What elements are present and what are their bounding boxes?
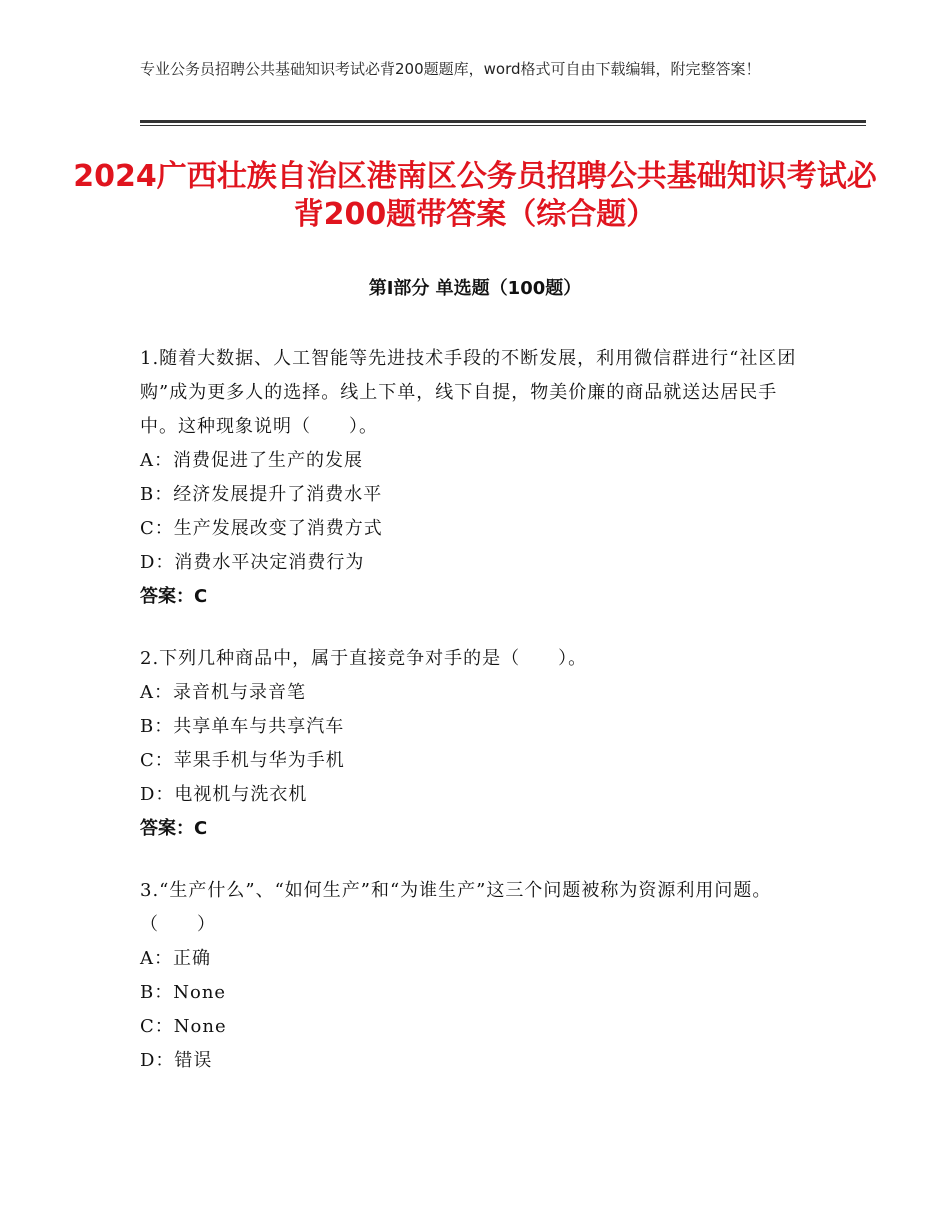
question-3 <box>140 874 800 1078</box>
option-a: A：录音机与录音笔 <box>140 682 306 703</box>
answer: 答案：C <box>140 818 208 839</box>
section-title: 第Ⅰ部分 单选题（100题） <box>368 278 582 299</box>
option-a: A：正确 <box>140 948 211 969</box>
answer: 答案：C <box>140 586 208 607</box>
header-divider-thick <box>140 120 866 123</box>
question-stem: 2.下列几种商品中，属于直接竞争对手的是（ ）。 <box>140 648 588 669</box>
option-c: C：苹果手机与华为手机 <box>140 750 345 771</box>
option-d: D：错误 <box>140 1050 213 1071</box>
question-2 <box>140 642 800 846</box>
question-stem: 1.随着大数据、人工智能等先进技术手段的不断发展，利用微信群进行“社区团购”成为更多人的选择。线上下单，线下自提，物美价廉的商品就送达居民手中。这种现象说明（ ）。 <box>140 348 797 437</box>
question-stem: 3.“生产什么”、“如何生产”和“为谁生产”这三个问题被称为资源利用问题。（ ） <box>140 880 772 935</box>
option-c: C：None <box>140 1016 227 1037</box>
header-note: 专业公务员招聘公共基础知识考试必背200题题库，word格式可自由下载编辑，附完整答案！ <box>140 60 761 78</box>
document-title: 2024广西壮族自治区港南区公务员招聘公共基础知识考试必背200题带答案（综合题） <box>73 159 877 232</box>
question-1 <box>140 342 800 614</box>
option-a: A：消费促进了生产的发展 <box>140 450 363 471</box>
option-b: B：None <box>140 982 227 1003</box>
option-d: D：消费水平决定消费行为 <box>140 552 365 573</box>
option-c: C：生产发展改变了消费方式 <box>140 518 383 539</box>
question-list <box>140 342 800 1106</box>
option-d: D：电视机与洗衣机 <box>140 784 308 805</box>
option-b: B：经济发展提升了消费水平 <box>140 484 383 505</box>
header-divider-thin <box>140 125 866 126</box>
option-b: B：共享单车与共享汽车 <box>140 716 345 737</box>
